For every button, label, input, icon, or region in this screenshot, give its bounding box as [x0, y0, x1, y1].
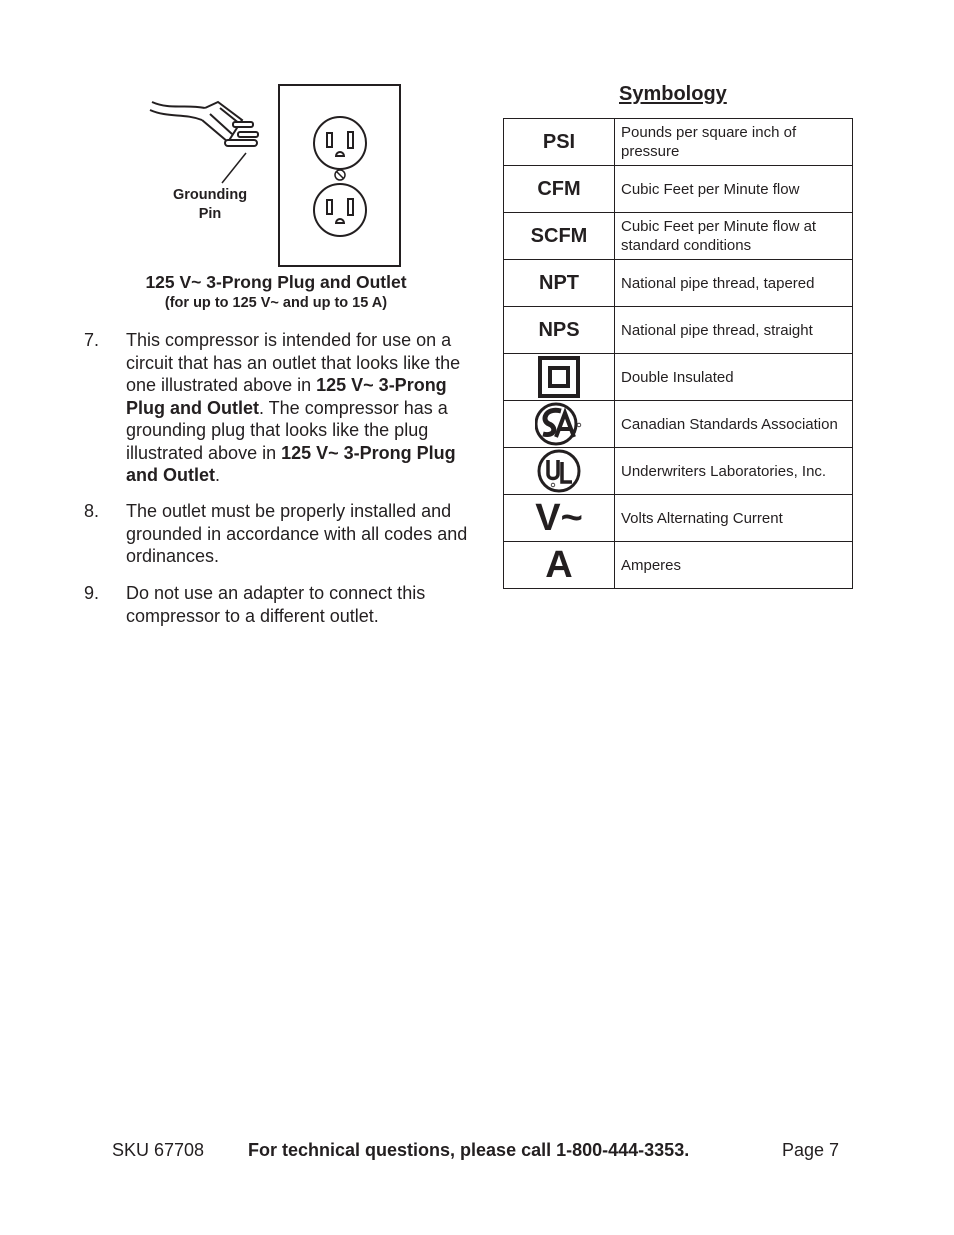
table-row — [504, 448, 853, 495]
list-text: This compressor is intended for use on a circuit that has an outlet that looks like the one illustrated above in 125 V~ 3-Prong Plug and Outlet. The compressor has a grounding plug that looks like the plug illustrated above in 125 V~ 3-Prong Plug and Outlet. — [126, 330, 461, 485]
description-cell: Volts Alternating Current — [615, 495, 853, 542]
ul-logo-icon — [536, 448, 582, 494]
description-cell: Underwriters Laboratories, Inc. — [615, 448, 853, 495]
description-cell: Pounds per square inch of pressure — [615, 119, 853, 166]
symbol-cell: NPS — [504, 307, 615, 354]
symbol-cell — [504, 448, 615, 495]
table-row — [504, 260, 853, 307]
table-row — [504, 354, 853, 401]
symbol-cell — [504, 354, 615, 401]
double-insulated-icon — [538, 356, 580, 398]
list-number: 9. — [84, 583, 100, 603]
footer-page-number: Page 7 — [782, 1140, 840, 1160]
table-row — [504, 542, 853, 589]
figure-caption: 125 V~ 3-Prong Plug and Outlet — [145, 272, 407, 292]
list-number: 8. — [84, 501, 100, 521]
description-cell: Cubic Feet per Minute flow — [615, 166, 853, 213]
symbol-cell: SCFM — [504, 213, 615, 260]
figure-caption-sub: (for up to 125 V~ and up to 15 A) — [164, 295, 388, 311]
symbol-cell: NPT — [504, 260, 615, 307]
plug-icon — [150, 102, 258, 146]
description-cell: Cubic Feet per Minute flow at standard conditions — [615, 213, 853, 260]
table-row — [504, 119, 853, 166]
table-row — [504, 401, 853, 448]
symbol-cell: PSI — [504, 119, 615, 166]
symbology-title: Symbology — [619, 83, 727, 105]
list-text: Do not use an adapter to connect this compressor to a different outlet. — [126, 583, 426, 626]
amperes-symbol: A — [545, 544, 573, 586]
description-cell: National pipe thread, straight — [615, 307, 853, 354]
footer-sku: SKU 67708 — [112, 1140, 205, 1160]
symbology-table — [503, 118, 853, 589]
plug-and-outlet-illustration — [140, 80, 410, 270]
list-number: 7. — [84, 330, 100, 350]
csa-logo-icon — [535, 401, 583, 447]
table-row — [504, 495, 853, 542]
symbol-cell: CFM — [504, 166, 615, 213]
symbol-cell — [504, 495, 615, 542]
description-cell: Double Insulated — [615, 354, 853, 401]
list-text: The outlet must be properly installed and grounded in accordance with all codes and ordinances. — [126, 501, 468, 566]
table-row — [504, 213, 853, 260]
table-row — [504, 166, 853, 213]
ac-volts-symbol: V~ — [535, 497, 583, 539]
outlet-icon — [279, 85, 400, 266]
symbol-cell — [504, 542, 615, 589]
description-cell: Canadian Standards Association — [615, 401, 853, 448]
description-cell: National pipe thread, tapered — [615, 260, 853, 307]
footer-phone-text: For technical questions, please call 1-800-444-3353. — [248, 1140, 690, 1160]
grounding-pin-label: Grounding Pin — [172, 187, 248, 222]
table-row — [504, 307, 853, 354]
description-cell: Amperes — [615, 542, 853, 589]
symbol-cell — [504, 401, 615, 448]
